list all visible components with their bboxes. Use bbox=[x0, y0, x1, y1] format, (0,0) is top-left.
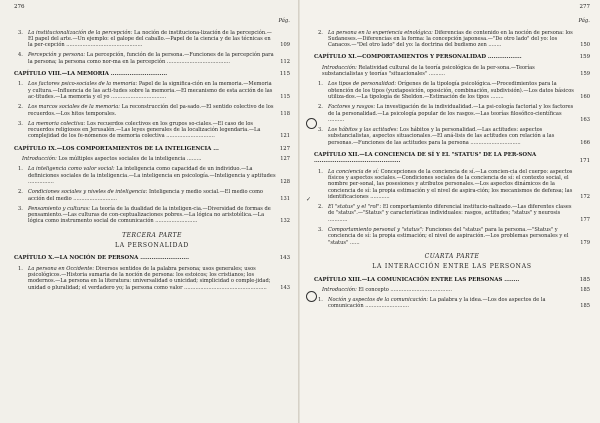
entry-text: Concepciones de la conciencia de sí.—La concien-cia del cuerpo: aspectos físicos y aspectos sociales.—Condiciones sociales de la conciencia de sí: el contexto social, el nombre per-sonal, las posesiones y atributos personales.—Los aspectos dinámicos de la conciencia de sí: la propia estimación y el nivel de aspira-ción; los mecanismos de defensa; las identificaciones ............ bbox=[328, 168, 573, 200]
entry-title: Los marcos sociales de la memoria: bbox=[28, 104, 120, 111]
entry-number: 2. bbox=[318, 104, 323, 111]
chapter-page: 171 bbox=[579, 158, 590, 165]
toc-entry bbox=[314, 104, 590, 123]
entry-number: 3. bbox=[18, 205, 23, 212]
entry-number: 1. bbox=[318, 168, 323, 175]
entry-page: 177 bbox=[580, 216, 590, 223]
part-title: LA PERSONALIDAD bbox=[114, 242, 190, 250]
toc-list-left bbox=[14, 30, 290, 291]
toc-entry bbox=[314, 227, 590, 246]
entry-page: 150 bbox=[580, 42, 590, 49]
entry-page: 112 bbox=[280, 58, 290, 65]
entry-page: 128 bbox=[280, 178, 290, 185]
entry-number: 2. bbox=[18, 189, 23, 196]
chapter-title: CAPÍTULO XII.—LA CONCIENCIA DE SÍ Y EL "STATUS" DE LA PER-SONA .............................................. bbox=[314, 152, 537, 165]
chapter-title: CAPÍTULO X.—LA NOCIÓN DE PERSONA .......................... bbox=[14, 255, 190, 262]
part-title: LA INTERACCIÓN ENTRE LAS PERSONAS bbox=[372, 263, 532, 271]
pag-label-right: Pág. bbox=[578, 18, 590, 25]
toc-entry bbox=[14, 266, 290, 291]
entry-page: 172 bbox=[580, 193, 590, 200]
entry-text: Orígenes de la tipología psicológica.—Procedimientos para la obtención de los tipos (yuxtaposición, oposición, combinación, subdivisión).—Los datos básicos utiliza-dos.—La tipología de Sheldon.—Estimación de los tipos ........ bbox=[328, 81, 574, 100]
entry-title: La institucionalización de la percepción: bbox=[28, 29, 133, 36]
entry-text: Inteligencia y medio social.—El medio como acción del medio ........................... bbox=[28, 189, 263, 202]
chapter-heading bbox=[14, 71, 290, 77]
toc-entry bbox=[14, 206, 290, 225]
chapter-title: CAPÍTULO XIII.—LA COMUNICACIÓN ENTRE LAS PERSONAS ........ bbox=[314, 276, 520, 283]
intro-text: El concepto ...................................... bbox=[356, 286, 452, 293]
pag-label-left: Pág. bbox=[278, 18, 290, 25]
entry-title: La memoria colectiva: bbox=[28, 120, 86, 127]
pen-circle-mark bbox=[306, 291, 317, 302]
entry-page: 132 bbox=[280, 218, 290, 225]
page-number-left: 276 bbox=[14, 4, 25, 10]
intro-page: 159 bbox=[580, 71, 590, 78]
intro-text: Los múltiples aspectos sociales de la inteligencia ......... bbox=[56, 156, 202, 163]
entry-text: El comportamiento diferencial institucio-nalizado.—Las diferentes clases de "status".—"Status" y características individuales: rasgos, actitudes; "status" y neurosis ............ bbox=[328, 204, 572, 223]
entry-text: La noción de instituciona-lización de la percepción.—El papel del arte.—Un ejemplo: el galope del caballo.—Papel de la ciencia y de las técnicas en la per-cepción ............................................... bbox=[28, 29, 272, 49]
entry-number: 1. bbox=[18, 265, 23, 272]
chapter-title: CAPÍTULO XI.—COMPORTAMIENTOS Y PERSONALIDAD .................. bbox=[314, 54, 522, 61]
entry-text: La investigación de la individualidad.—La psi-cología factorial y los factores de la personalidad.—La psicología popular de los rasgos.—Las teorías filosófico-científicas .......... bbox=[328, 104, 574, 123]
chapter-heading bbox=[14, 255, 290, 261]
entry-title: Los hábitos y las actitudes: bbox=[328, 127, 399, 134]
entry-text: Funciones del "status" para la persona.—"Status" y conciencia de sí: la propia estimación; el nivel de aspiración.—Los problemas personales y el "status" ...... bbox=[328, 227, 569, 246]
toc-entry bbox=[14, 52, 290, 65]
chapter-title: CAPÍTULO IX.—LOS COMPORTAMIENTOS DE LA INTELIGENCIA ... bbox=[14, 145, 219, 152]
entry-number: 4. bbox=[18, 52, 23, 59]
chapter-page: 143 bbox=[279, 255, 290, 262]
toc-entry bbox=[14, 121, 290, 140]
entry-text: La teoría de la dualidad de la inteligen-cia.—Diversidad de formas de pensamiento.—Las culturas de con-ceptualizaciones pobres.—La lógica no aristotélica.—La lógica como instrumento social de comunicación .......................... bbox=[28, 205, 271, 225]
entry-title: Comportamiento personal y "status": bbox=[328, 227, 424, 234]
toc-entry bbox=[14, 166, 290, 185]
toc-entry bbox=[14, 30, 290, 49]
entry-title: Noción y aspectos de la comunicación: bbox=[328, 297, 429, 304]
toc-entry bbox=[314, 127, 590, 146]
chapter-heading bbox=[314, 54, 590, 60]
entry-number: 1. bbox=[318, 81, 323, 88]
entry-number: 1. bbox=[18, 166, 23, 173]
entry-text: Papel de la significa-ción en la memoria.—Memoria y cultura.—Influencia de las acti-tudes sobre la memoria.—El mecanismo de esta acción de las ac-titudes.—La memoria y el yo .................................. bbox=[28, 81, 273, 100]
entry-text: La percepción, función de la persona.—Funciones de la percepción para la persona; la persona como nor-ma en la percepción ....................................... bbox=[28, 52, 274, 65]
part-label: CUARTA PARTE bbox=[424, 252, 480, 260]
entry-page: 143 bbox=[280, 284, 290, 291]
chapter-title: CAPÍTULO VIII.—LA MEMORIA .............................. bbox=[14, 71, 168, 78]
entry-page: 109 bbox=[280, 42, 290, 49]
entry-text: La inteligencia como capacidad de un individuo.—La definiciones sociales de la inteligencia.—La inteligencia en psicología.—Inteligencia y aptitudes ................ bbox=[28, 166, 276, 185]
entry-number: 3. bbox=[18, 29, 23, 36]
entry-title: Condiciones sociales y niveles de inteligencia: bbox=[28, 189, 148, 196]
intro-page: 185 bbox=[580, 286, 590, 293]
chapter-page: 159 bbox=[579, 54, 590, 61]
toc-introduction bbox=[314, 65, 590, 78]
entry-text: Los hábitos y la personalidad.—Las actitudes: aspectos substancialistas, aspectos situacionales.—El aná-lisis de las actitudes con relación a las personas.—Funciones de las actitudes para la persona ............................... bbox=[328, 127, 555, 146]
toc-entry bbox=[314, 30, 590, 49]
entry-title: Los tipos de personalidad: bbox=[328, 81, 397, 88]
entry-text: La reconstrucción del pa-sado.—El sentido colectivo de los recuerdos.—Los hitos temporales. bbox=[28, 104, 274, 117]
intro-title: Introducción: bbox=[322, 286, 357, 293]
entry-title: La persona en Occidente: bbox=[28, 265, 95, 272]
toc-entry bbox=[314, 297, 590, 310]
entry-title: La inteligencia como valor social: bbox=[28, 166, 115, 173]
entry-page: 121 bbox=[280, 133, 290, 140]
toc-introduction bbox=[314, 287, 590, 293]
entry-page: 185 bbox=[580, 303, 590, 310]
entry-page: 118 bbox=[280, 110, 290, 117]
right-page bbox=[300, 0, 600, 423]
entry-number: 1. bbox=[18, 81, 23, 88]
entry-page: 115 bbox=[280, 93, 290, 100]
chapter-page: 185 bbox=[579, 276, 590, 283]
toc-entry bbox=[314, 169, 590, 200]
entry-number: 2. bbox=[318, 204, 323, 211]
entry-page: 179 bbox=[580, 239, 590, 246]
entry-number: 3. bbox=[318, 127, 323, 134]
entry-page: 160 bbox=[580, 93, 590, 100]
entry-title: Los factores psico-sociales de la memoria: bbox=[28, 81, 138, 88]
entry-title: La conciencia de sí: bbox=[328, 168, 380, 175]
intro-text: Relatividad cultural de la teoría psicológica de la per-sona.—Teorías substancialistas y teorías "situacionales" .......... bbox=[322, 64, 535, 78]
toc-introduction bbox=[14, 156, 290, 162]
toc-list-right bbox=[314, 30, 590, 310]
intro-title: Introducción: bbox=[322, 64, 357, 71]
pen-check-mark: ✓ bbox=[306, 196, 312, 203]
entry-title: La persona en la experiencia etnológica: bbox=[328, 29, 433, 36]
entry-title: Pensamiento y culturas: bbox=[28, 205, 91, 212]
toc-entry bbox=[14, 104, 290, 117]
chapter-heading bbox=[14, 146, 290, 152]
entry-number: 2. bbox=[318, 29, 323, 36]
chapter-heading bbox=[314, 152, 590, 165]
entry-text: La palabra y la idea.—Los dos aspectos de la comunicación ........................... bbox=[328, 297, 546, 310]
entry-number: 1. bbox=[318, 297, 323, 304]
entry-page: 163 bbox=[580, 116, 590, 123]
toc-entry bbox=[314, 204, 590, 223]
entry-text: Diferencias de contenido en la noción de persona: los Sudaneses.—Diferencias en la forma: la concepción japonesa.—"De otro lado" del yo: los Canacos.—"Del otro lado" del yo: la doctrina del budismo zen ........ bbox=[328, 29, 573, 49]
chapter-heading bbox=[314, 277, 590, 283]
toc-entry bbox=[314, 81, 590, 100]
chapter-page: 115 bbox=[279, 71, 290, 78]
toc-entry bbox=[14, 189, 290, 202]
entry-number: 2. bbox=[18, 104, 23, 111]
part-label: TERCERA PARTE bbox=[122, 231, 182, 239]
chapter-page: 127 bbox=[279, 145, 290, 152]
entry-page: 166 bbox=[580, 139, 590, 146]
entry-number: 3. bbox=[318, 227, 323, 234]
entry-page: 131 bbox=[280, 195, 290, 202]
entry-text: Diversos sentidos de la palabra persona; usos generales; usos psicológicos.—Historia sumaria de la noción de persona: los estoicos; los cristianos; los modernos.—La persona en la literatura: universalidad o unicidad; simplicidad o comple-jidad; unidad o pluralidad; el verdadero yo; la persona como valor ................................................... bbox=[28, 265, 271, 291]
toc-entry bbox=[14, 81, 290, 100]
intro-page: 127 bbox=[280, 156, 290, 163]
entry-text: Los recuerdos colectivos en los grupos so-ciales.—El caso de los recuerdos religiosos en Jerusalén.—Las leyes generales de la localización legendaria.—La complejidad de los fe-nómenos de memoria colectiva .............................. bbox=[28, 120, 261, 140]
pen-circle-mark bbox=[306, 118, 317, 129]
entry-title: Factores y rasgos: bbox=[328, 104, 376, 111]
entry-number: 3. bbox=[18, 120, 23, 127]
intro-title: Introducción: bbox=[22, 156, 57, 163]
entry-title: El "status" y el "rol": bbox=[328, 204, 382, 211]
entry-title: Percepción y persona: bbox=[28, 52, 86, 59]
page-number-right: 277 bbox=[579, 4, 590, 10]
